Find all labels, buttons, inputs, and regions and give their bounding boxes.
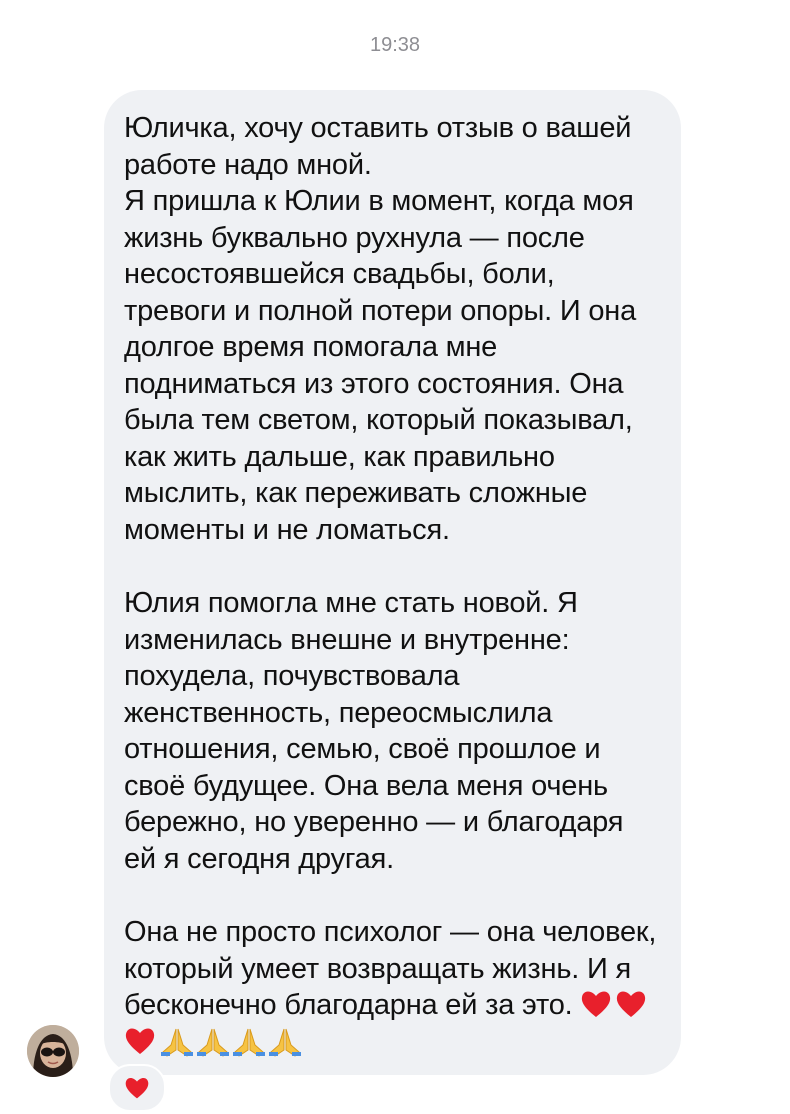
message-paragraph-last — [124, 914, 661, 1060]
red-heart-icon — [580, 989, 612, 1019]
message-timestamp: 19:38 — [369, 34, 421, 56]
red-heart-icon — [124, 1076, 150, 1100]
folded-hands-icon — [231, 1025, 267, 1057]
avatar-photo — [27, 1025, 79, 1077]
message-paragraph: Я пришла к Юлии в момент, когда моя жизнь буквально рухнула — после несостоявшейся свадьбы, боли, тревоги и полной потери опоры. И она долгое время помогала мне подниматься из этого состояния. Она была тем светом, который показывал, как жить дальше, как правильно мыслить, как переживать сложные моменты и не ломаться. — [124, 185, 637, 546]
message-paragraph: Юлия помогла мне стать новой. Я изменилась внешне и внутренне: похудела, почувствовала женственность, переосмыслила отношения, семью, своё прошлое и своё будущее. Она вела меня очень бережно, но уверенно — и благодаря ей я сегодня другая. — [124, 587, 624, 875]
message-paragraph: Юличка, хочу оставить отзыв о вашей работе надо мной. — [124, 112, 632, 181]
red-heart-icon — [615, 989, 647, 1019]
heart-reaction[interactable] — [108, 1064, 166, 1112]
folded-hands-icon — [267, 1025, 303, 1057]
message-paragraph-text: Она не просто психолог — она человек, который умеет возвращать жизнь. И я бесконечно благодарна ей за это. — [124, 916, 657, 1021]
folded-hands-icon — [159, 1025, 195, 1057]
message-bubble[interactable] — [104, 90, 681, 1075]
sender-avatar[interactable] — [27, 1025, 79, 1077]
red-heart-icon — [124, 1026, 156, 1056]
folded-hands-icon — [195, 1025, 231, 1057]
